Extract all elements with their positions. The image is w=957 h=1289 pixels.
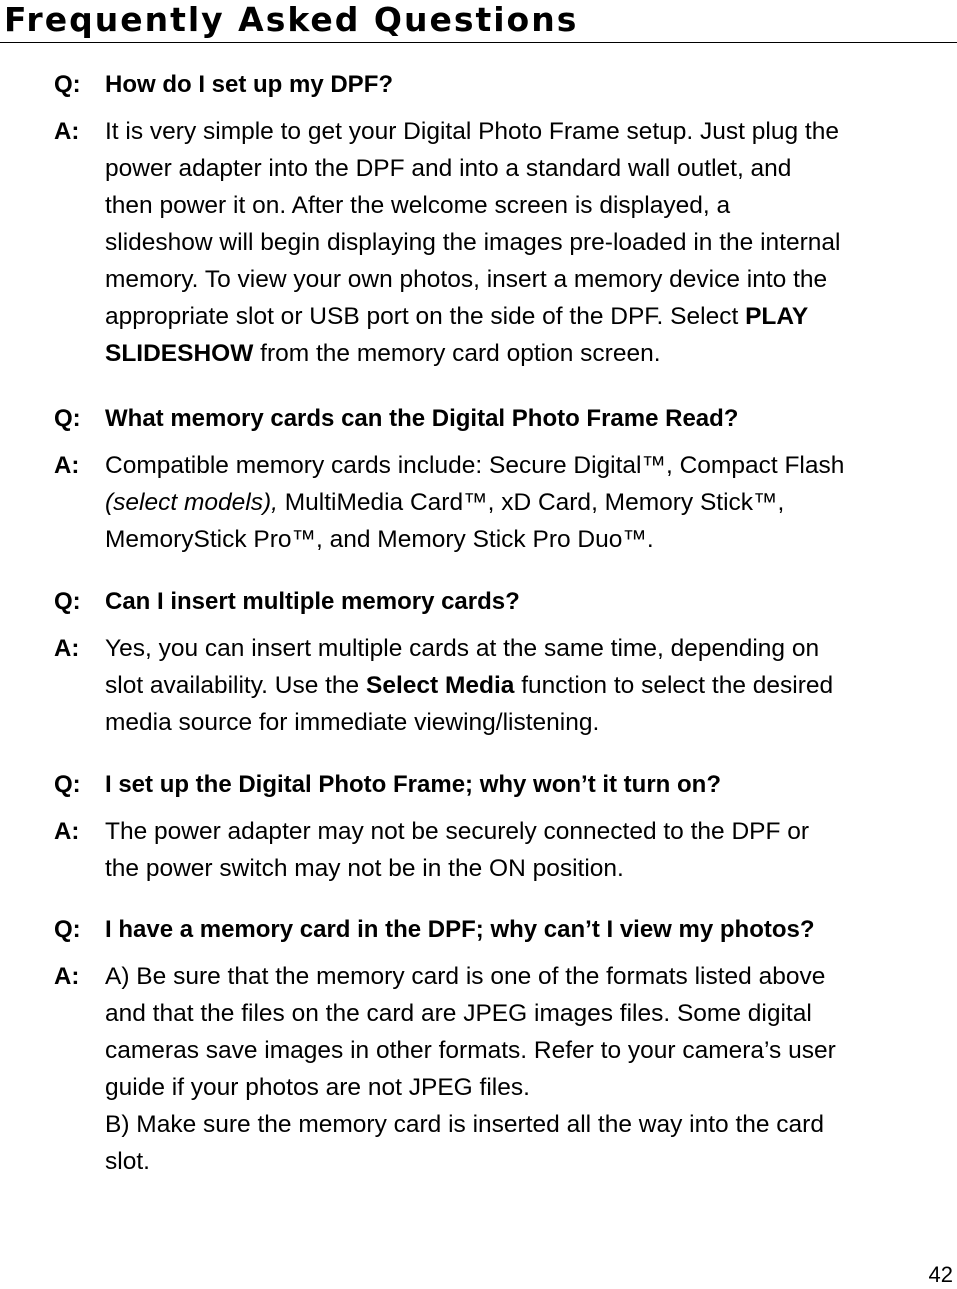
answer-line	[105, 335, 955, 372]
faq-answer	[105, 113, 955, 372]
faq-answer-row	[0, 958, 957, 1180]
faq-answer	[105, 958, 955, 1180]
question-label: Q:	[54, 588, 81, 615]
answer-text: slideshow will begin displaying the images pre-loaded in the internal	[105, 229, 841, 256]
answer-line	[105, 113, 955, 150]
faq-answer-row	[0, 630, 957, 741]
answer-line	[105, 521, 955, 558]
faq-item	[0, 766, 957, 887]
faq-question: How do I set up my DPF?	[105, 71, 394, 98]
answer-text: Select Media	[366, 672, 515, 699]
question-label: Q:	[54, 771, 81, 798]
answer-text: slot.	[105, 1148, 150, 1175]
answer-line	[105, 1106, 955, 1143]
answer-label: A:	[54, 818, 80, 845]
faq-item	[0, 400, 957, 558]
answer-line	[105, 1069, 955, 1106]
answer-text: MultiMedia Card™, xD Card, Memory Stick™,	[277, 489, 785, 516]
answer-text: SLIDESHOW	[105, 340, 254, 367]
answer-line	[105, 261, 955, 298]
question-label: Q:	[54, 71, 81, 98]
answer-line	[105, 995, 955, 1032]
page-number: 42	[928, 1262, 953, 1287]
question-label: Q:	[54, 916, 81, 943]
faq-answer-row	[0, 447, 957, 558]
faq-item	[0, 911, 957, 1180]
faq-question-row	[0, 911, 957, 948]
answer-text: then power it on. After the welcome screen is displayed, a	[105, 192, 731, 219]
answer-text: cameras save images in other formats. Refer to your camera’s user	[105, 1037, 836, 1064]
title-divider	[0, 42, 957, 43]
faq-answer	[105, 447, 955, 558]
answer-text: The power adapter may not be securely connected to the DPF or	[105, 818, 810, 845]
answer-text: B) Make sure the memory card is inserted all the way into the card	[105, 1111, 824, 1138]
answer-text: (select models),	[105, 489, 278, 516]
answer-line	[105, 1032, 955, 1069]
answer-line	[105, 447, 955, 484]
answer-text: memory. To view your own photos, insert a memory device into the	[105, 266, 828, 293]
answer-line	[105, 224, 955, 261]
faq-question: What memory cards can the Digital Photo Frame Read?	[105, 405, 739, 432]
faq-question: I have a memory card in the DPF; why can’t I view my photos?	[105, 916, 815, 943]
answer-label: A:	[54, 963, 80, 990]
answer-text: from the memory card option screen.	[253, 340, 661, 367]
answer-text: A) Be sure that the memory card is one of the formats listed above	[105, 963, 826, 990]
answer-text: MemoryStick Pro™, and Memory Stick Pro Duo™.	[105, 526, 654, 553]
answer-line	[105, 667, 955, 704]
answer-text: the power switch may not be in the ON position.	[105, 855, 624, 882]
answer-line	[105, 187, 955, 224]
answer-label: A:	[54, 635, 80, 662]
faq-question-row	[0, 400, 957, 437]
faq-question-row	[0, 66, 957, 103]
answer-label: A:	[54, 118, 80, 145]
answer-line	[105, 704, 955, 741]
answer-text: appropriate slot or USB port on the side of the DPF. Select	[105, 303, 746, 330]
answer-label: A:	[54, 452, 80, 479]
answer-line	[105, 850, 955, 887]
answer-text: PLAY	[745, 303, 809, 330]
answer-text: function to select the desired	[514, 672, 834, 699]
answer-text: Compatible memory cards include: Secure Digital™, Compact Flash	[105, 452, 845, 479]
faq-answer-row	[0, 813, 957, 887]
answer-line	[105, 1143, 955, 1180]
answer-text: It is very simple to get your Digital Photo Frame setup. Just plug the	[105, 118, 839, 145]
answer-line	[105, 484, 955, 521]
answer-text: media source for immediate viewing/listening.	[105, 709, 600, 736]
faq-item	[0, 66, 957, 372]
answer-text: Yes, you can insert multiple cards at the same time, depending on	[105, 635, 820, 662]
page-title: Frequently Asked Questions	[4, 0, 579, 39]
answer-line	[105, 958, 955, 995]
faq-question: Can I insert multiple memory cards?	[105, 588, 520, 615]
answer-text: slot availability. Use the	[105, 672, 366, 699]
answer-line	[105, 298, 955, 335]
faq-answer	[105, 630, 955, 741]
faq-question-row	[0, 583, 957, 620]
answer-line	[105, 150, 955, 187]
faq-answer	[105, 813, 955, 887]
answer-line	[105, 813, 955, 850]
answer-line	[105, 630, 955, 667]
answer-text: guide if your photos are not JPEG files.	[105, 1074, 530, 1101]
answer-text: power adapter into the DPF and into a standard wall outlet, and	[105, 155, 792, 182]
faq-item	[0, 583, 957, 741]
faq-answer-row	[0, 113, 957, 372]
faq-question-row	[0, 766, 957, 803]
answer-text: and that the files on the card are JPEG images files. Some digital	[105, 1000, 812, 1027]
faq-question: I set up the Digital Photo Frame; why won’t it turn on?	[105, 771, 721, 798]
question-label: Q:	[54, 405, 81, 432]
